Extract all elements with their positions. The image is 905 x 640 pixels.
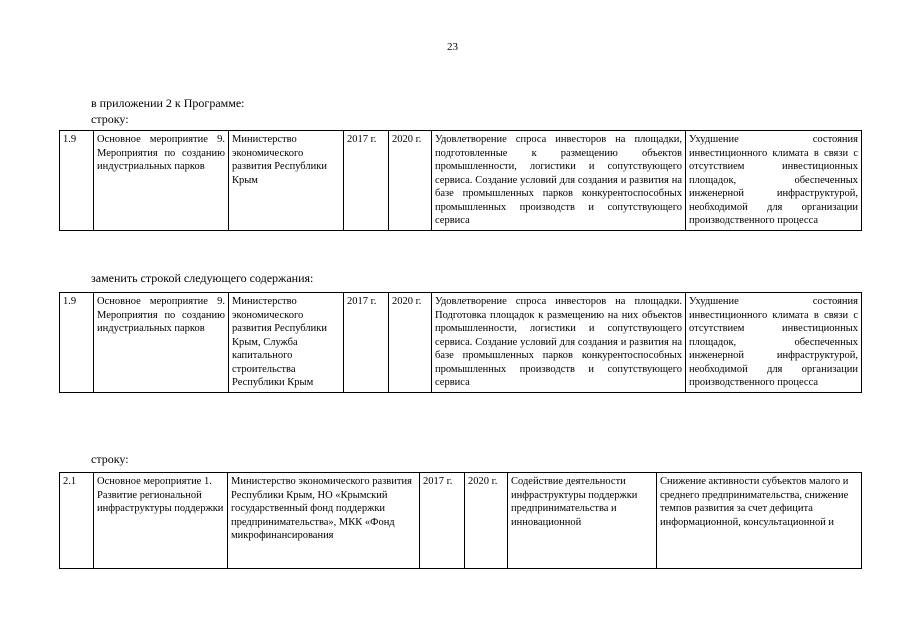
consequence-cell: Ухудшение состояния инвестиционного климата в связи с отсутствием инвестиционных площадок, обеспеченных инженерной инфраструктурой, необходимой для организации производственного процесса: [686, 131, 862, 231]
intro-line: в приложении 2 к Программе:: [91, 96, 245, 110]
row-number: 1.9: [60, 131, 94, 231]
start-year-cell: 2017 г.: [344, 293, 389, 393]
start-year-cell: 2017 г.: [344, 131, 389, 231]
result-cell: Удовлетворение спроса инвесторов на площадки, подготовленные к размещению объектов промышленности, логистики и сопутствующего сервиса. Создание условий для создания и развития на базе промышленных парков конкурентоспособных промышленных производств и сопутствующего сервиса: [432, 131, 686, 231]
second-intro-line: строку:: [91, 452, 129, 466]
table-row: [60, 473, 862, 569]
result-cell: Удовлетворение спроса инвесторов на площадки. Подготовка площадок к размещению на них объектов промышленности, логистики и сопутствующего сервиса. Создание условий для создания и развития на базе промышленных парков конкурентоспособных промышленных производств и сопутствующего сервиса: [432, 293, 686, 393]
end-year-cell: 2020 г.: [465, 473, 508, 569]
end-year-cell: 2020 г.: [389, 293, 432, 393]
replace-instruction: заменить строкой следующего содержания:: [91, 271, 314, 285]
table-row: [60, 293, 862, 393]
executor-cell: Министерство экономического развития Республики Крым, Служба капитального строительства Республики Крым: [229, 293, 344, 393]
event-cell: Основное мероприятие 9. Мероприятия по созданию индустриальных парков: [94, 131, 229, 231]
table-row: [60, 131, 862, 231]
row-number: 1.9: [60, 293, 94, 393]
event-cell: Основное мероприятие 1. Развитие региональной инфраструктуры поддержки: [94, 473, 228, 569]
executor-cell: Министерство экономического развития Республики Крым, НО «Крымский государственный фонд поддержки предпринимательства», МКК «Фонд микрофинансирования: [228, 473, 420, 569]
consequence-cell: Снижение активности субъектов малого и среднего предпринимательства, снижение темпов развития за счет дефицита информационной, консультационной и: [657, 473, 862, 569]
table-new-row: [59, 292, 862, 393]
result-cell: Содействие деятельности инфраструктуры поддержки предпринимательства и инновационной: [508, 473, 657, 569]
consequence-cell: Ухудшение состояния инвестиционного климата в связи с отсутствием инвестиционных площадок, обеспеченных инженерной инфраструктурой, необходимой для организации производственного процесса: [686, 293, 862, 393]
row-number: 2.1: [60, 473, 94, 569]
page-number: 23: [447, 41, 458, 53]
table-old-row: [59, 130, 862, 231]
event-cell: Основное мероприятие 9. Мероприятия по созданию индустриальных парков: [94, 293, 229, 393]
end-year-cell: 2020 г.: [389, 131, 432, 231]
intro-line-row: строку:: [91, 112, 129, 126]
executor-cell: Министерство экономического развития Республики Крым: [229, 131, 344, 231]
table-third-row: [59, 472, 862, 569]
start-year-cell: 2017 г.: [420, 473, 465, 569]
